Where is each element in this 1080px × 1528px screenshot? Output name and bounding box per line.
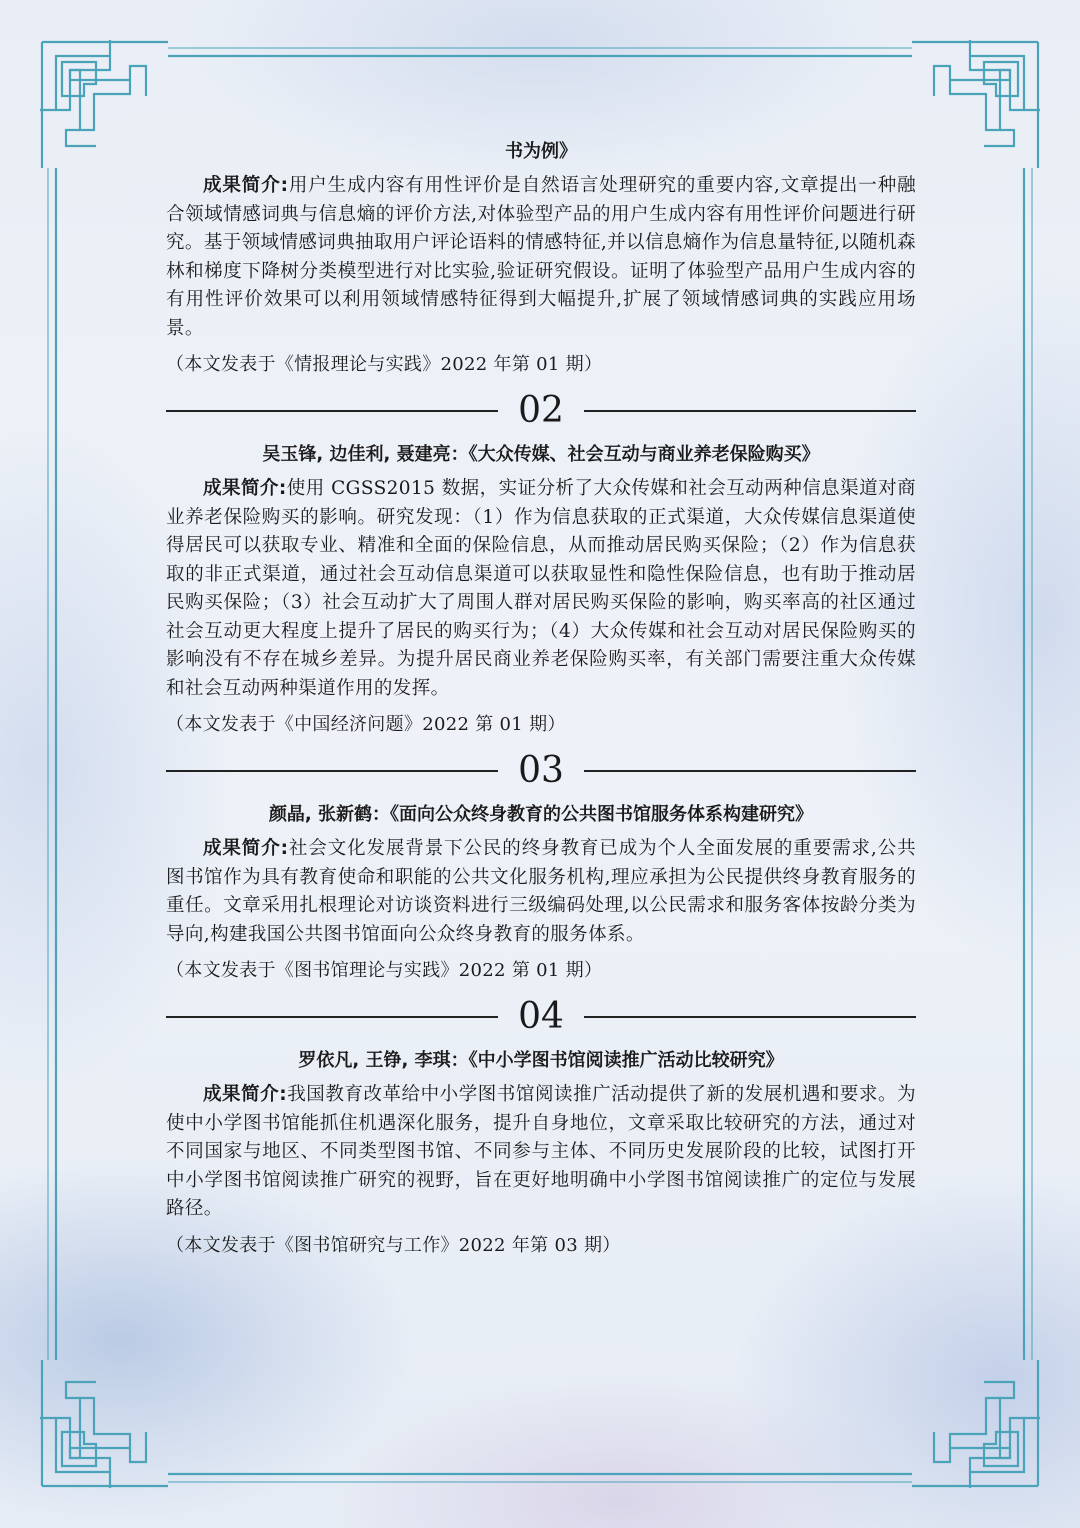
- section-number: 04: [518, 996, 564, 1037]
- article-1: [166, 138, 916, 379]
- article-list: [166, 138, 916, 1260]
- summary-label: 成果简介:: [203, 1084, 288, 1105]
- summary-label: 成果简介:: [203, 478, 287, 499]
- article-2: [166, 441, 916, 739]
- divider-line: [166, 770, 498, 772]
- article-title: 罗依凡, 王铮, 李琪：《中小学图书馆阅读推广活动比较研究》: [298, 1050, 784, 1071]
- section-divider: [166, 383, 916, 439]
- article-title: 颜晶, 张新鹤：《面向公众终身教育的公共图书馆服务体系构建研究》: [268, 804, 814, 825]
- section-number: 03: [518, 750, 564, 791]
- divider-line: [166, 410, 498, 412]
- summary-label: 成果简介:: [203, 838, 289, 859]
- summary-text: 使用 CGSS2015 数据，实证分析了大众传媒和社会互动两种信息渠道对商业养老保险购买的影响。研究发现：（1）作为信息获取的正式渠道，大众传媒信息渠道使得居民可以获取专业、精准和全面的保险信息，从而推动居民购买保险；（2）作为信息获取的非正式渠道，通过社会互动信息渠道可以获取显性和隐性保险信息，也有助于推动居民购买保险；（3）社会互动扩大了周围人群对居民购买保险的影响，购买率高的社区通过社会互动更大程度上提升了居民的购买行为；（4）大众传媒和社会互动对居民保险购买的影响没有不存在城乡差异。为提升居民商业养老保险购买率，有关部门需要注重大众传媒和社会互动两种渠道作用的发挥。: [166, 478, 916, 699]
- article-summary: [166, 475, 916, 703]
- article-source: （本文发表于《图书馆理论与实践》2022 第 01 期）: [166, 960, 603, 981]
- divider-line: [584, 410, 916, 412]
- section-divider: [166, 989, 916, 1045]
- divider-line: [584, 1016, 916, 1018]
- article-summary: [166, 172, 916, 343]
- article-source: （本文发表于《图书馆研究与工作》2022 年第 03 期）: [166, 1234, 621, 1256]
- article-title: 吴玉锋, 边佳利, 聂建亮：《大众传媒、社会互动与商业养老保险购买》: [262, 444, 820, 465]
- article-4: [166, 1047, 916, 1260]
- article-source: （本文发表于《情报理论与实践》2022 年第 01 期）: [166, 354, 603, 375]
- summary-text: 我国教育改革给中小学图书馆阅读推广活动提供了新的发展机遇和要求。为使中小学图书馆能抓住机遇深化服务，提升自身地位，文章采取比较研究的方法，通过对不同国家与地区、不同类型图书馆、不同参与主体、不同历史发展阶段的比较，试图打开中小学图书馆阅读推广研究的视野，旨在更好地明确中小学图书馆阅读推广的定位与发展路径。: [166, 1084, 917, 1219]
- divider-line: [584, 770, 916, 772]
- article-summary: [166, 835, 916, 949]
- article-title: 书为例》: [505, 141, 577, 162]
- section-number: 02: [518, 390, 564, 431]
- summary-label: 成果简介:: [203, 175, 289, 196]
- summary-text: 社会文化发展背景下公民的终身教育已成为个人全面发展的重要需求,公共图书馆作为具有教育使命和职能的公共文化服务机构,理应承担为公民提供终身教育服务的重任。文章采用扎根理论对访谈资料进行三级编码处理,以公民需求和服务客体按龄分类为导向,构建我国公共图书馆面向公众终身教育的服务体系。: [166, 838, 916, 945]
- divider-line: [166, 1016, 498, 1018]
- article-summary: [166, 1081, 916, 1224]
- summary-text: 用户生成内容有用性评价是自然语言处理研究的重要内容,文章提出一种融合领域情感词典与信息熵的评价方法,对体验型产品的用户生成内容有用性评价问题进行研究。基于领域情感词典抽取用户评论语料的情感特征,并以信息熵作为信息量特征,以随机森林和梯度下降树分类模型进行对比实验,验证研究假设。证明了体验型产品用户生成内容的有用性评价效果可以利用领域情感特征得到大幅提升,扩展了领域情感词典的实践应用场景。: [166, 175, 916, 339]
- section-divider: [166, 743, 916, 799]
- article-3: [166, 801, 916, 985]
- article-source: （本文发表于《中国经济问题》2022 第 01 期）: [166, 714, 566, 735]
